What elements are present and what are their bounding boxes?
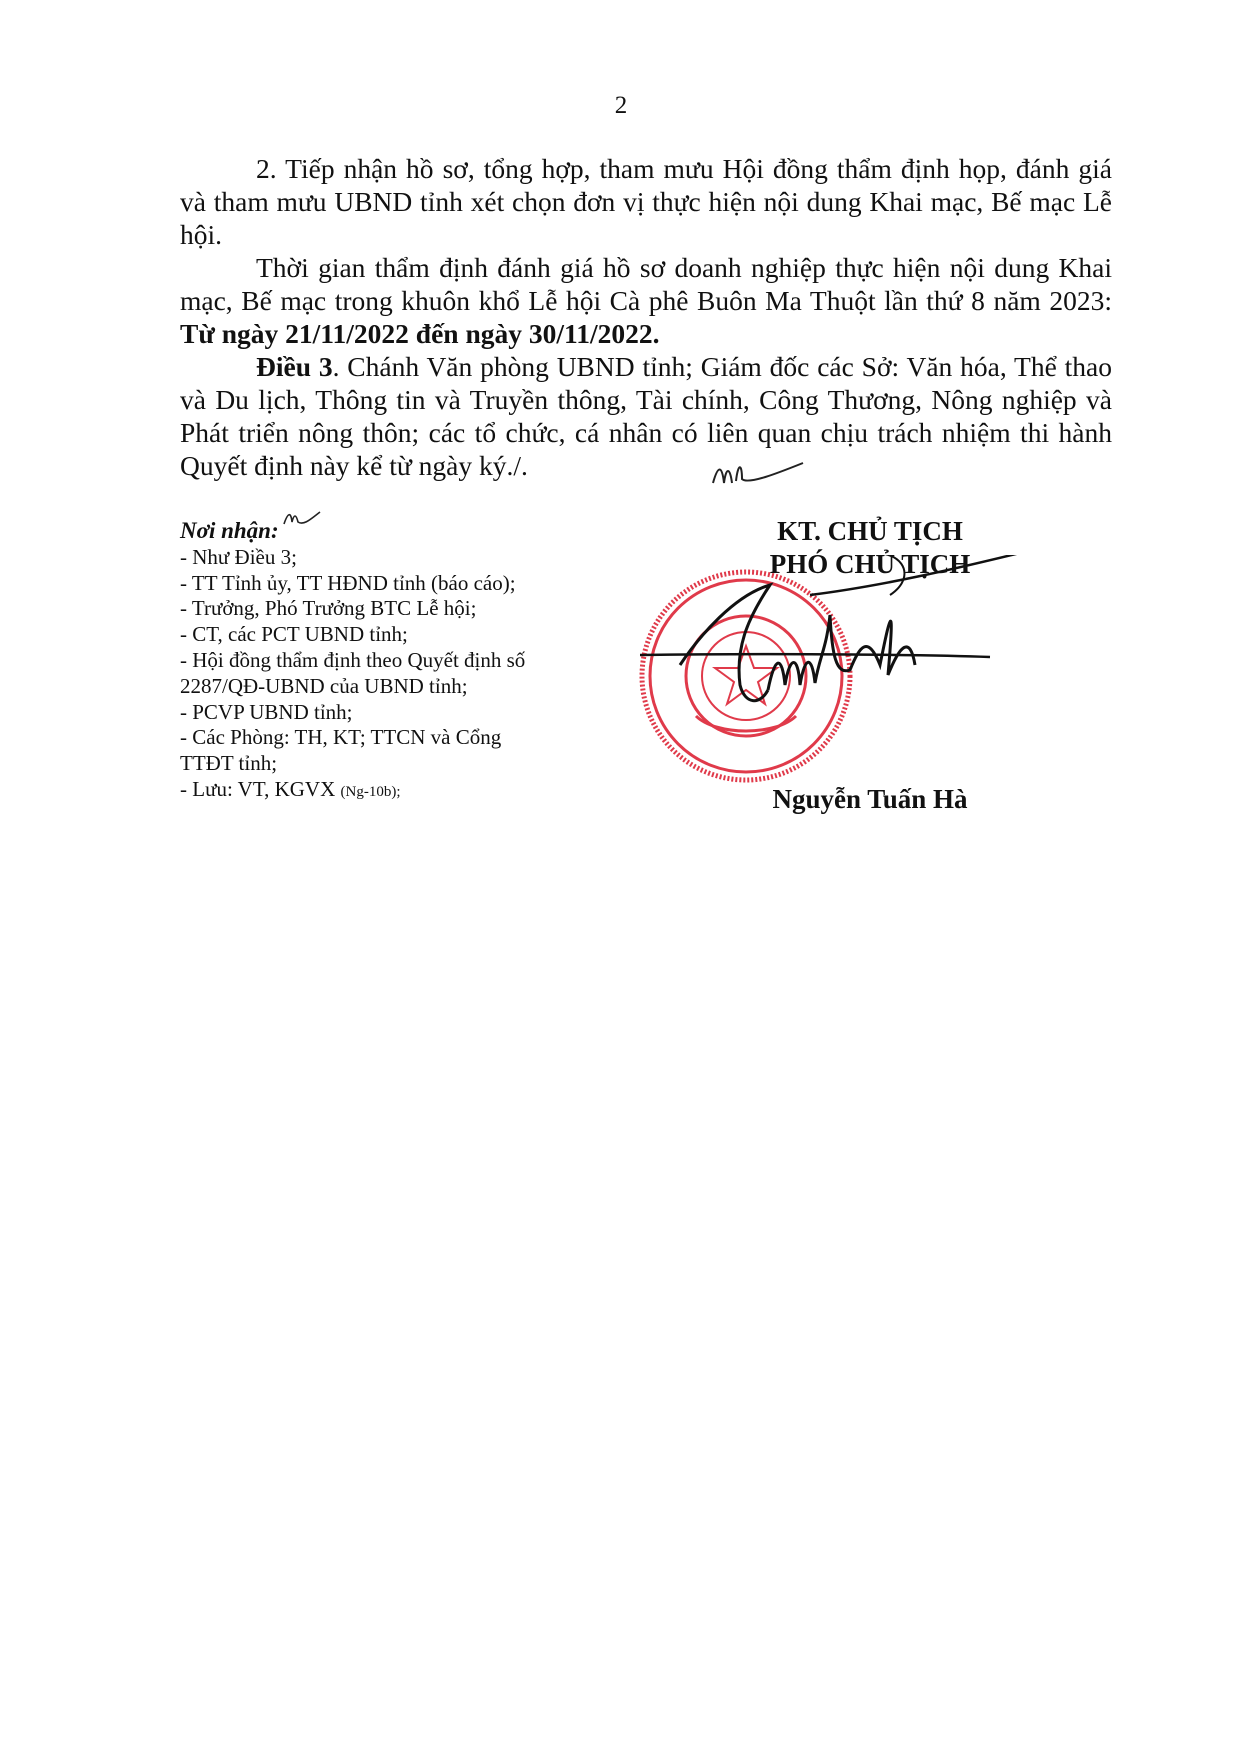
recipients-list (180, 545, 600, 777)
paragraph-2-text: Thời gian thẩm định đánh giá hồ sơ doanh nghiệp thực hiện nội dung Khai mạc, Bế mạc trong khuôn khổ Lễ hội Cà phê Buôn Ma Thuột lần thứ 8 năm 2023: (180, 252, 1112, 316)
paragraph-2-end: . (652, 318, 660, 349)
paragraph-3 (180, 350, 1112, 482)
archive-text: - Lưu: VT, KGVX (180, 776, 336, 801)
article-3-label: Điều 3 (256, 351, 333, 382)
recipient-item: - TT Tỉnh ủy, TT HĐND tỉnh (báo cáo); (180, 570, 516, 595)
recipient-item: - Như Điều 3; (180, 544, 297, 569)
recipient-item-archive (180, 777, 600, 806)
recipient-item: TTĐT tỉnh; (180, 751, 278, 776)
recipients-heading: Nơi nhận: (180, 518, 279, 543)
paragraph-2 (180, 251, 1112, 350)
signature-title-line-1: KT. CHỦ TỊCH (777, 516, 963, 546)
recipient-item: - Các Phòng: TH, KT; TTCN và Cổng (180, 725, 502, 750)
signature-title-block (700, 515, 1040, 581)
signer-name: Nguyễn Tuấn Hà (772, 784, 968, 814)
signature-title-line-2: PHÓ CHỦ TỊCH (769, 549, 971, 579)
paragraph-2-dates: Từ ngày 21/11/2022 đến ngày 30/11/2022 (180, 318, 653, 349)
page-number: 2 (614, 92, 628, 119)
recipient-item: 2287/QĐ-UBND của UBND tỉnh; (180, 673, 468, 698)
initials-mark (708, 455, 808, 495)
paragraph-3-text: . Chánh Văn phòng UBND tỉnh; Giám đốc các Sở: Văn hóa, Thể thao và Du lịch, Thông tin và Truyền thông, Tài chính, Công Thương, Nông nghiệp và Phát triển nông thôn; các tổ chức, cá nhân có liên quan chịu trách nhiệm thi hành Quyết định này kể từ ngày ký./. (180, 351, 1113, 481)
recipient-item: - Trưởng, Phó Trưởng BTC Lễ hội; (180, 596, 477, 621)
archive-note: (Ng-10b); (340, 783, 401, 800)
recipient-item: - PCVP UBND tỉnh; (180, 699, 353, 724)
recipient-item: - Hội đồng thẩm định theo Quyết định số (180, 647, 526, 672)
recipients-block (180, 518, 600, 806)
small-initials-mark (282, 508, 322, 532)
paragraph-1: 2. Tiếp nhận hồ sơ, tổng hợp, tham mưu Hội đồng thẩm định họp, đánh giá và tham mưu UBND tỉnh xét chọn đơn vị thực hiện nội dung Khai mạc, Bế mạc Lễ hội. (180, 153, 1112, 250)
handwritten-signature (640, 555, 1140, 755)
body-text (180, 152, 1112, 482)
recipient-item: - CT, các PCT UBND tỉnh; (180, 622, 408, 647)
